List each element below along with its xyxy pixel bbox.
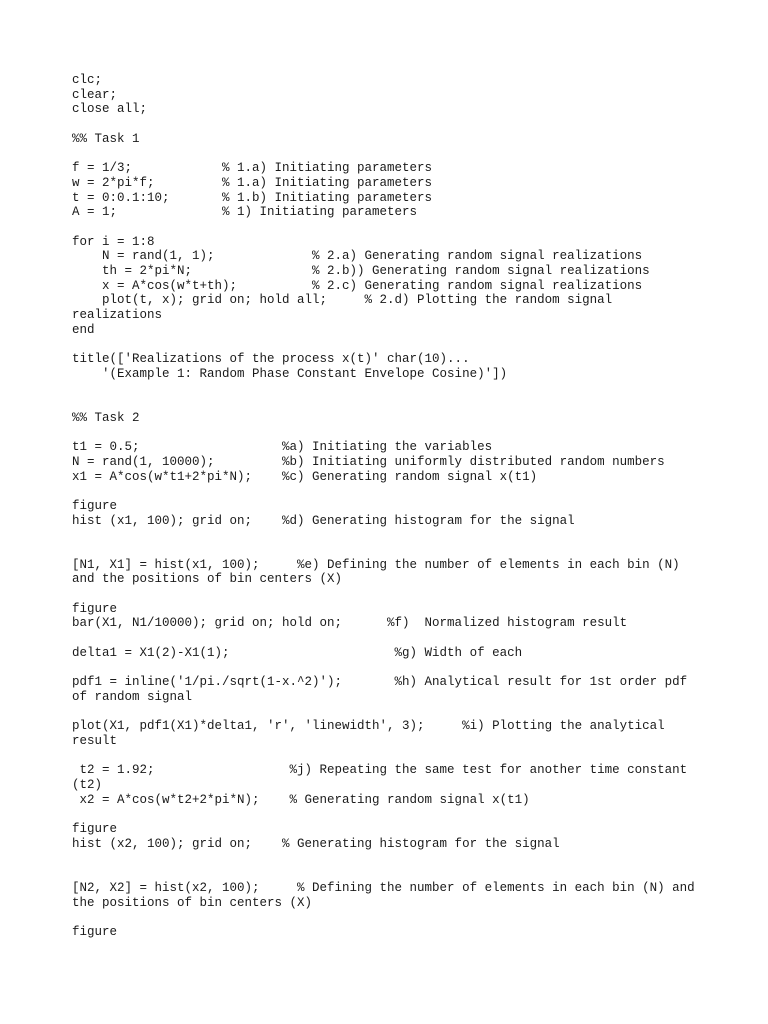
code-line: realizations [72,308,163,322]
code-line [72,146,722,161]
code-line [72,484,722,499]
code-line: N = rand(1, 1); % 2.a) Generating random signal realizations [72,249,643,264]
code-line: clc; [72,73,103,87]
code-line [72,117,722,132]
code-line: A = 1; % 1) Initiating parameters [72,205,418,220]
code-line: t1 = 0.5; %a) Initiating the variables [72,440,493,455]
code-line: th = 2*pi*N; % 2.b)) Generating random signal realizations [72,263,650,278]
code-line: the positions of bin centers (X) [72,895,313,910]
code-line [72,220,722,235]
code-line [72,910,722,925]
code-line [72,866,722,881]
code-line: figure [72,924,118,939]
code-line: f = 1/3; % 1.a) Initiating parameters [72,161,433,176]
code-line: x1 = A*cos(w*t1+2*pi*N); %c) Generating random signal x(t1) [72,469,538,484]
code-line: t2 = 1.92; %j) Repeating the same test for another time constant [72,763,688,778]
code-line: [N1, X1] = hist(x1, 100); %e) Defining the number of elements in each bin (N) [72,557,680,572]
code-line [72,396,722,411]
code-line [72,587,722,602]
code-line [72,337,722,352]
code-line: of random signal [72,689,193,704]
code-line: result [72,733,118,748]
code-line: end [72,322,95,337]
code-line: %% Task 1 [72,131,140,146]
code-line: plot(t, x); grid on; hold all; % 2.d) Plotting the random signal [72,293,613,308]
code-line [72,631,722,646]
code-line: clear; [72,87,118,102]
code-line: hist (x2, 100); grid on; % Generating histogram for the signal [72,836,560,851]
code-line [72,528,722,543]
code-line: pdf1 = inline('1/pi./sqrt(1-x.^2)'); %h) Analytical result for 1st order pdf [72,675,688,690]
code-line: hist (x1, 100); grid on; %d) Generating histogram for the signal [72,513,575,528]
code-line: N = rand(1, 10000); %b) Initiating uniformly distributed random numbers [72,454,665,469]
code-line [72,543,722,558]
code-line: figure [72,601,118,616]
code-line: [N2, X2] = hist(x2, 100); % Defining the number of elements in each bin (N) and [72,880,695,895]
code-line [72,426,722,441]
matlab-code-block [72,73,722,940]
code-line: t = 0:0.1:10; % 1.b) Initiating parameters [72,190,433,205]
code-line: delta1 = X1(2)-X1(1); %g) Width of each [72,645,523,660]
code-line: figure [72,498,118,513]
code-line: and the positions of bin centers (X) [72,572,343,587]
code-line: '(Example 1: Random Phase Constant Envelope Cosine)']) [72,366,508,381]
code-line [72,807,722,822]
code-line: x = A*cos(w*t+th); % 2.c) Generating random signal realizations [72,278,643,293]
code-line [72,749,722,764]
code-line: plot(X1, pdf1(X1)*delta1, 'r', 'linewidth', 3); %i) Plotting the analytical [72,719,665,734]
code-line: figure [72,822,118,837]
code-line [72,705,722,720]
code-line: bar(X1, N1/10000); grid on; hold on; %f) Normalized histogram result [72,616,628,631]
code-line: %% Task 2 [72,410,140,425]
code-line [72,381,722,396]
code-line: w = 2*pi*f; % 1.a) Initiating parameters [72,175,433,190]
code-line [72,661,722,676]
code-line: for i = 1:8 [72,234,155,249]
code-line: (t2) [72,778,103,792]
code-line: x2 = A*cos(w*t2+2*pi*N); % Generating random signal x(t1) [72,792,530,807]
code-line: title(['Realizations of the process x(t)' char(10)... [72,352,470,367]
code-line: close all; [72,102,148,117]
code-line [72,851,722,866]
